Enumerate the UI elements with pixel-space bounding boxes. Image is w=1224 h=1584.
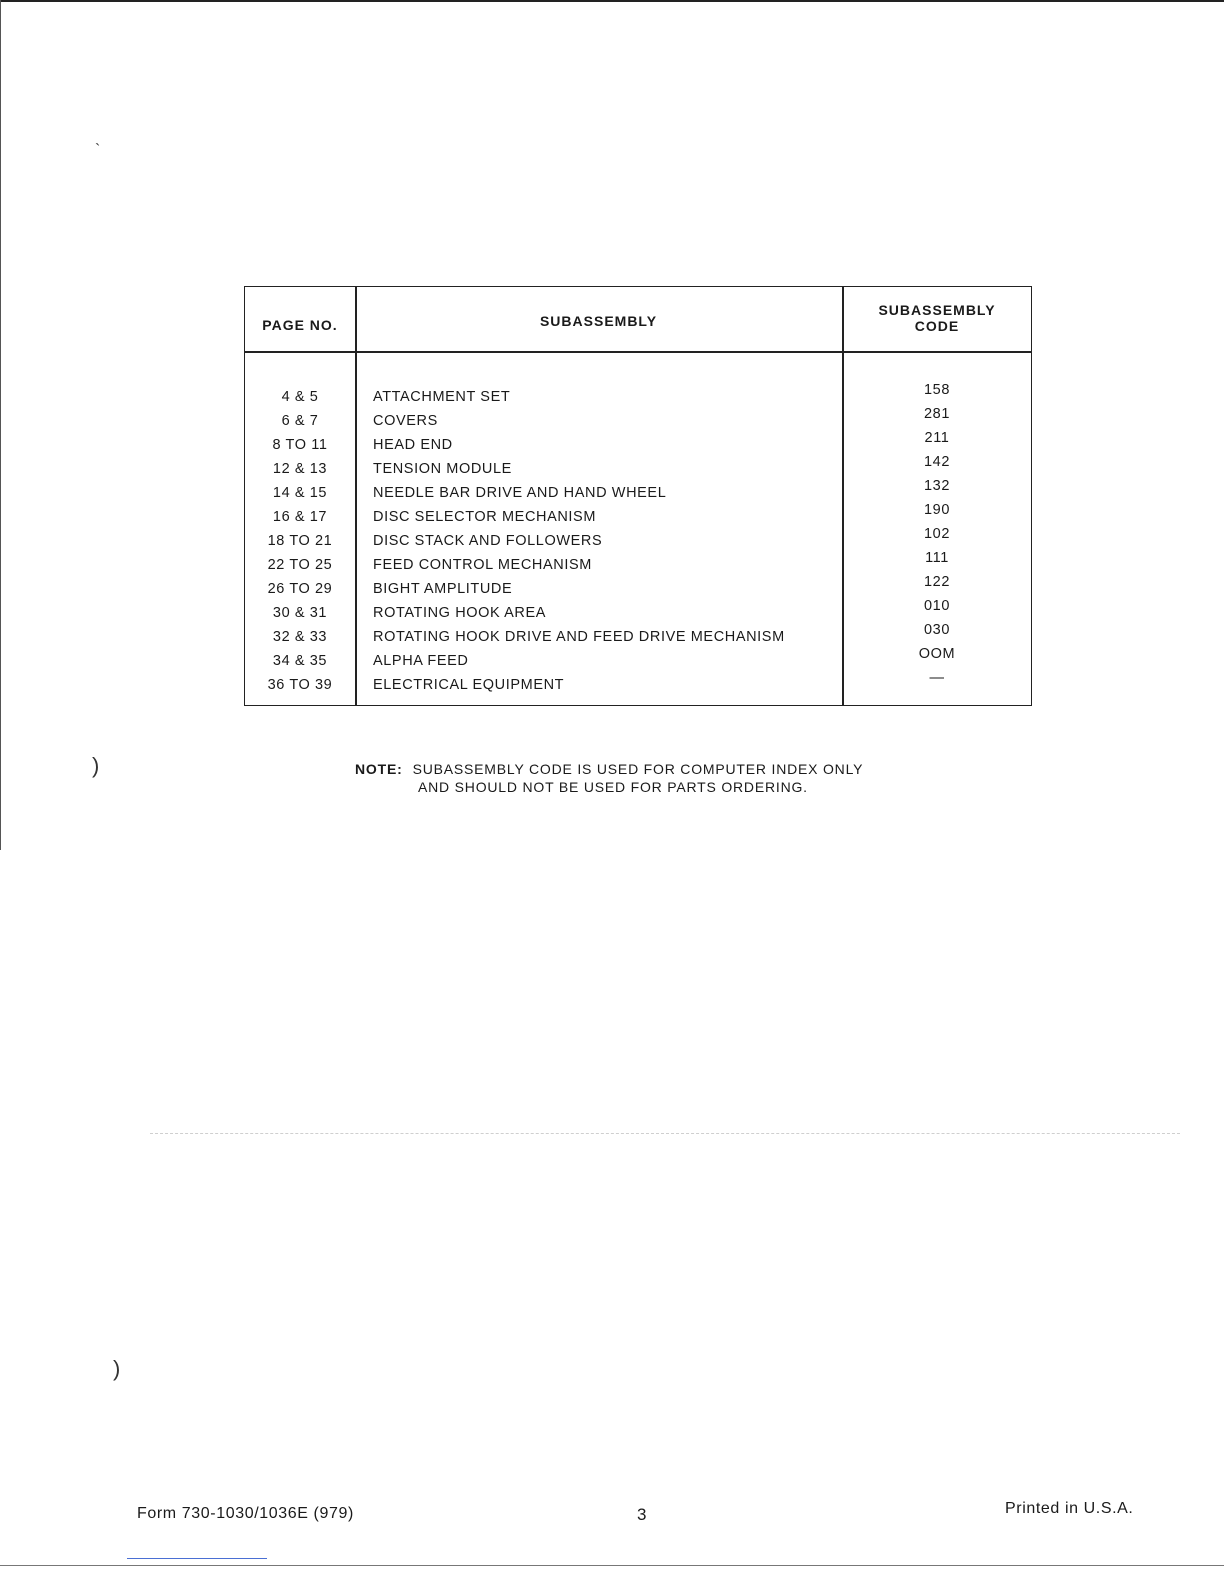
scan-artifact-line	[150, 1133, 1180, 1135]
subassembly-code-cell: OOM	[918, 646, 956, 662]
note-block	[355, 760, 863, 796]
code-header-line2: CODE	[914, 318, 960, 334]
page-number-cell: 16 & 17	[272, 509, 328, 525]
subassembly-code-cell: —	[929, 670, 945, 686]
subassembly-code-cell: 102	[924, 526, 950, 542]
page-number: 3	[637, 1505, 648, 1524]
subassembly-code-header	[842, 302, 1032, 334]
subassembly-code-cell: 281	[924, 406, 950, 422]
scan-mark: `	[95, 142, 101, 159]
page-left-edge	[0, 0, 1, 850]
page-number-cell: 14 & 15	[272, 485, 328, 501]
printed-in: Printed in U.S.A.	[1005, 1500, 1134, 1517]
page-number-cell: 6 & 7	[281, 413, 319, 429]
page-number-cell: 32 & 33	[272, 629, 328, 645]
page-number-cell: 18 TO 21	[267, 533, 333, 549]
subassembly-code-column	[842, 378, 1032, 690]
page-no-header: PAGE NO.	[262, 317, 338, 333]
scan-mark: )	[92, 753, 100, 778]
subassembly-code-cell: 010	[924, 598, 950, 614]
note-line1	[355, 760, 863, 778]
subassembly-header: SUBASSEMBLY	[539, 313, 658, 329]
page-number-cell: 26 TO 29	[267, 581, 333, 597]
subassembly-code-cell: 111	[925, 550, 949, 566]
subassembly-code-cell: 190	[924, 502, 950, 518]
page-number-cell: 34 & 35	[272, 653, 328, 669]
page-number-cell: 12 & 13	[272, 461, 328, 477]
page-top-edge	[0, 0, 1224, 2]
page-number-cell: 36 TO 39	[267, 677, 333, 693]
page-number-column	[245, 385, 355, 697]
code-header-line1: SUBASSEMBLY	[878, 302, 996, 318]
subassembly-name-cell: TENSION MODULE	[373, 461, 512, 477]
page-bottom-edge	[0, 1565, 1224, 1566]
subassembly-name-cell: DISC SELECTOR MECHANISM	[373, 509, 597, 525]
scan-mark: )	[113, 1356, 121, 1381]
subassembly-name-cell: HEAD END	[373, 437, 453, 453]
column-divider	[355, 287, 357, 705]
subassembly-code-cell: 158	[924, 382, 950, 398]
subassembly-name-cell: NEEDLE BAR DRIVE AND HAND WHEEL	[373, 485, 667, 501]
link-underline	[127, 1558, 267, 1559]
subassembly-name-cell: COVERS	[373, 413, 438, 429]
note-text-line2: AND SHOULD NOT BE USED FOR PARTS ORDERING.	[418, 779, 808, 795]
subassembly-name-cell: ELECTRICAL EQUIPMENT	[373, 677, 565, 693]
subassembly-name-cell: ALPHA FEED	[373, 653, 469, 669]
page-number-cell: 4 & 5	[281, 389, 319, 405]
header-rule	[245, 351, 1031, 353]
subassembly-index-table	[244, 286, 1032, 706]
subassembly-name-column	[373, 385, 833, 697]
subassembly-name-cell: DISC STACK AND FOLLOWERS	[373, 533, 603, 549]
form-number: Form 730-1030/1036E (979)	[137, 1505, 354, 1522]
note-text-line1: SUBASSEMBLY CODE IS USED FOR COMPUTER INDEX ONLY	[412, 761, 864, 777]
subassembly-code-cell: 030	[924, 622, 950, 638]
subassembly-name-cell: FEED CONTROL MECHANISM	[373, 557, 592, 573]
note-label: NOTE:	[355, 761, 403, 777]
subassembly-name-cell: ROTATING HOOK AREA	[373, 605, 547, 621]
subassembly-name-cell: ATTACHMENT SET	[373, 389, 511, 405]
subassembly-code-cell: 132	[924, 478, 950, 494]
page-number-cell: 22 TO 25	[267, 557, 333, 573]
page-number-cell: 8 TO 11	[272, 437, 328, 453]
subassembly-name-cell: BIGHT AMPLITUDE	[373, 581, 513, 597]
subassembly-code-cell: 122	[924, 574, 950, 590]
subassembly-code-cell: 211	[924, 430, 950, 446]
page-number-cell: 30 & 31	[272, 605, 328, 621]
subassembly-code-cell: 142	[924, 454, 950, 470]
subassembly-name-cell: ROTATING HOOK DRIVE AND FEED DRIVE MECHANISM	[373, 629, 785, 645]
